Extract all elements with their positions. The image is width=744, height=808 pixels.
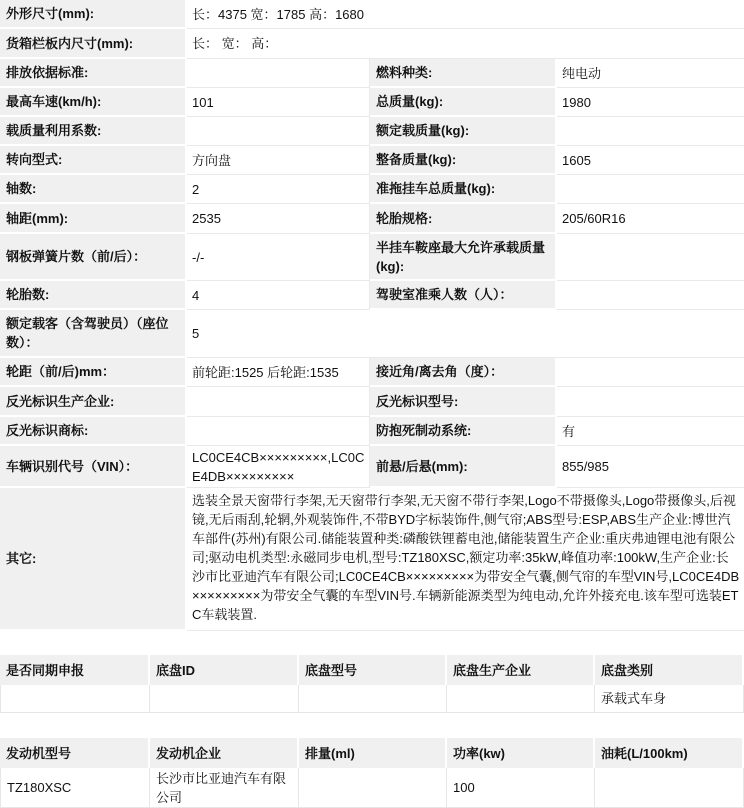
spec-row-speed — [0, 88, 744, 117]
chassis-header-model: 底盘型号 — [299, 655, 447, 685]
table-row — [0, 685, 744, 713]
tire-count-label: 轮胎数: — [0, 281, 187, 310]
spec-row-dimensions — [0, 0, 744, 29]
reflector-brand-label: 反光标识商标: — [0, 417, 187, 446]
other-label: 其它: — [0, 488, 187, 631]
wheelbase-value: 2535 — [187, 204, 370, 234]
max-speed-label: 最高车速(km/h): — [0, 88, 187, 117]
trailer-mass-label: 准拖挂车总质量(kg): — [370, 175, 557, 204]
leaf-spring-label: 钢板弹簧片数（前/后）： — [0, 234, 187, 281]
chassis-header-id: 底盘ID — [150, 655, 299, 685]
spec-row-emission — [0, 59, 744, 88]
engine-consumption-cell — [595, 768, 744, 808]
approach-angle-value — [557, 358, 744, 387]
track-label: 轮距（前/后)mm： — [0, 358, 187, 387]
curb-mass-label: 整备质量(kg): — [370, 146, 557, 175]
reflector-maker-value — [187, 387, 370, 417]
chassis-header-maker: 底盘生产企业 — [447, 655, 595, 685]
abs-label: 防抱死制动系统: — [370, 417, 557, 446]
cargo-box-value: 长： 宽： 高： — [187, 29, 744, 59]
vin-label: 车辆识别代号（VIN）： — [0, 446, 187, 488]
approach-angle-label: 接近角/离去角（度）： — [370, 358, 557, 387]
tire-count-value: 4 — [187, 281, 370, 310]
reflector-maker-label: 反光标识生产企业: — [0, 387, 187, 417]
spec-row-passengers — [0, 310, 744, 358]
overhang-value: 855/985 — [557, 446, 744, 488]
total-mass-value: 1980 — [557, 88, 744, 117]
spec-row-other — [0, 488, 744, 631]
rated-passengers-label: 额定载客（含驾驶员）（座位数）： — [0, 310, 187, 358]
total-mass-label: 总质量(kg): — [370, 88, 557, 117]
spec-row-vin — [0, 446, 744, 488]
abs-value: 有 — [557, 417, 744, 446]
spec-row-load — [0, 117, 744, 146]
chassis-id-cell — [150, 685, 299, 713]
spec-row-tires — [0, 281, 744, 310]
axles-value: 2 — [187, 175, 370, 204]
engine-power-cell: 100 — [447, 768, 595, 808]
saddle-load-value — [557, 234, 744, 281]
chassis-model-cell — [299, 685, 447, 713]
chassis-header-row — [0, 655, 744, 685]
fuel-label: 燃料种类: — [370, 59, 557, 88]
rated-passengers-value: 5 — [187, 310, 744, 358]
engine-maker-cell: 长沙市比亚迪汽车有限公司 — [150, 768, 299, 808]
spec-row-axles — [0, 175, 744, 204]
spec-row-leaf-spring — [0, 234, 744, 281]
engine-header-power: 功率(kw) — [447, 738, 595, 768]
trailer-mass-value — [557, 175, 744, 204]
spec-row-track — [0, 358, 744, 387]
tire-spec-label: 轮胎规格: — [370, 204, 557, 234]
track-value: 前轮距:1525 后轮距:1535 — [187, 358, 370, 387]
engine-header-maker: 发动机企业 — [150, 738, 299, 768]
steering-label: 转向型式: — [0, 146, 187, 175]
engine-displacement-cell — [299, 768, 447, 808]
rated-load-value — [557, 117, 744, 146]
chassis-maker-cell — [447, 685, 595, 713]
chassis-header-declared: 是否同期申报 — [0, 655, 150, 685]
curb-mass-value: 1605 — [557, 146, 744, 175]
saddle-load-label: 半挂车鞍座最大允许承载质量(kg): — [370, 234, 557, 281]
engine-header-displacement: 排量(ml) — [299, 738, 447, 768]
engine-header-row — [0, 738, 744, 768]
load-ratio-label: 载质量利用系数: — [0, 117, 187, 146]
reflector-brand-value — [187, 417, 370, 446]
reflector-model-value — [557, 387, 744, 417]
load-ratio-value — [187, 117, 370, 146]
rated-load-label: 额定载质量(kg): — [370, 117, 557, 146]
chassis-declared-cell — [0, 685, 150, 713]
fuel-value: 纯电动 — [557, 59, 744, 88]
wheelbase-label: 轴距(mm): — [0, 204, 187, 234]
vin-value: LC0CE4CB×××××××××,LC0CE4DB××××××××× — [187, 446, 370, 488]
tire-spec-value: 205/60R16 — [557, 204, 744, 234]
other-value: 选装全景天窗带行李架,无天窗带行李架,无天窗不带行李架,Logo不带摄像头,Logo带摄像头,后视镜,无后雨刮,轮辋,外观装饰件,不带BYD字标装饰件,侧气帘;ABS型号:ESP,ABS生产企业:博世汽车部件(苏州)有限公司.储能装置种类:磷酸铁锂蓄电池,储能装置生产企业:重庆弗迪锂电池有限公司;驱动电机类型:永磁同步电机,型号:TZ180XSC,额定功率:35kW,峰值功率:100kW,生产企业:长沙市比亚迪汽车有限公司;LC0CE4CB×××××××××为带安全气囊,侧气帘的车型VIN号,LC0CE4DB×××××××××为带安全气囊的车型VIN号.车辆新能源类型为纯电动,允许外接充电.该车型可选装ETC车载装置. — [187, 488, 744, 631]
dimensions-value: 长：4375 宽：1785 高：1680 — [187, 0, 744, 29]
dimensions-label: 外形尺寸(mm): — [0, 0, 187, 29]
chassis-category-cell: 承载式车身 — [595, 685, 744, 713]
emission-label: 排放依据标准: — [0, 59, 187, 88]
axles-label: 轴数: — [0, 175, 187, 204]
engine-header-model: 发动机型号 — [0, 738, 150, 768]
spec-row-reflector-brand — [0, 417, 744, 446]
engine-model-cell: TZ180XSC — [0, 768, 150, 808]
reflector-model-label: 反光标识型号: — [370, 387, 557, 417]
cargo-box-label: 货箱栏板内尺寸(mm): — [0, 29, 187, 59]
spec-row-cargo-box — [0, 29, 744, 59]
max-speed-value: 101 — [187, 88, 370, 117]
cab-seats-value — [557, 281, 744, 310]
leaf-spring-value: -/- — [187, 234, 370, 281]
table-row — [0, 768, 744, 808]
overhang-label: 前悬/后悬(mm): — [370, 446, 557, 488]
chassis-header-category: 底盘类别 — [595, 655, 744, 685]
steering-value: 方向盘 — [187, 146, 370, 175]
chassis-table — [0, 655, 744, 713]
spec-row-wheelbase — [0, 204, 744, 234]
emission-value — [187, 59, 370, 88]
engine-table — [0, 738, 744, 808]
cab-seats-label: 驾驶室准乘人数（人）： — [370, 281, 557, 310]
engine-header-consumption: 油耗(L/100km) — [595, 738, 744, 768]
spec-row-reflector-maker — [0, 387, 744, 417]
spec-row-steering — [0, 146, 744, 175]
